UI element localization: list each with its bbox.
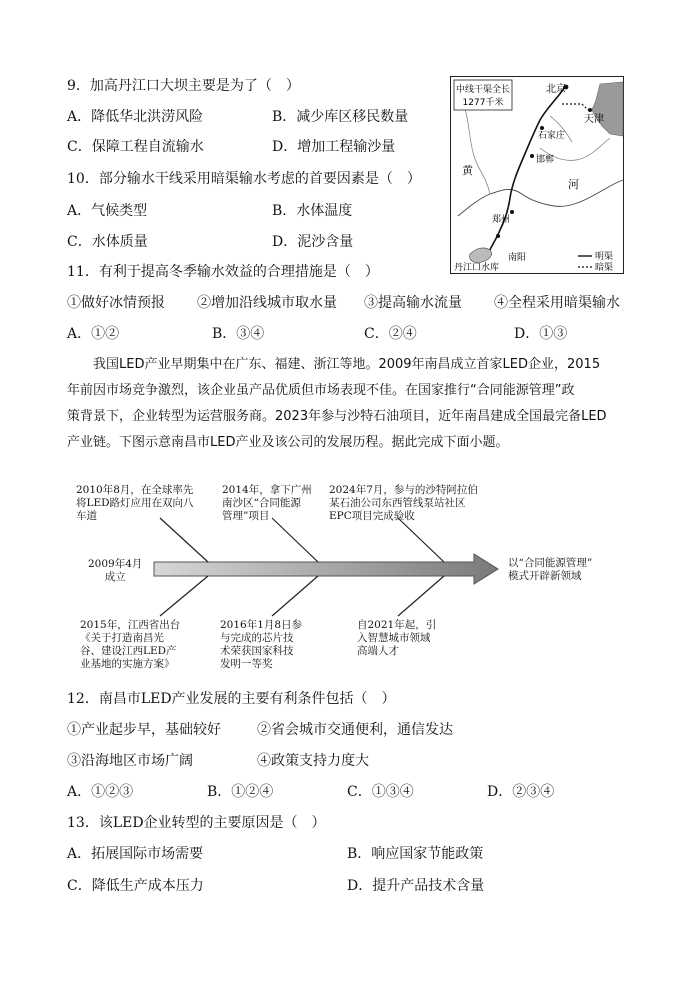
timeline-text-line: EPC项目完成验收 <box>329 510 415 522</box>
canal-route-map <box>450 76 624 274</box>
passage-line: 策背景下，企业转型为运营服务商。2023年参与沙特石油项目，近年南昌建成全国最完备LED <box>67 409 607 424</box>
timeline-text-line: 模式开辟新领域 <box>508 570 582 582</box>
timeline-event-top-1 <box>76 484 194 523</box>
timeline-text-line: 术荣获国家科技 <box>220 645 294 657</box>
timeline-text-line: 以“合同能源管理” <box>508 557 593 569</box>
timeline-branch <box>272 518 318 562</box>
q9-option-d[interactable]: D．增加工程输沙量 <box>272 139 396 155</box>
q12-item-2: ②省会城市交通便利，通信发达 <box>257 722 453 738</box>
length-label-2: 1277千米 <box>462 98 504 108</box>
q12-item-3: ③沿海地区市场广阔 <box>67 753 193 769</box>
handan-dot <box>530 154 534 158</box>
q10-option-b[interactable]: B．水体温度 <box>272 203 353 219</box>
timeline-arrow <box>154 554 498 584</box>
timeline-branch <box>398 518 444 562</box>
q12-stem: 12．南昌市LED产业发展的主要有利条件包括（ ） <box>67 691 396 707</box>
q11-item-4: ④全程采用暗渠输水 <box>494 295 620 311</box>
passage-line: 我国LED产业早期集中在广东、福建、浙江等地。2009年南昌成立首家LED企业，2015 <box>93 357 601 372</box>
q9-option-a[interactable]: A．降低华北洪涝风险 <box>67 109 204 125</box>
passage <box>67 352 627 456</box>
q13-option-d[interactable]: D．提升产品技术含量 <box>347 878 485 894</box>
q11-option-b[interactable]: B．③④ <box>212 326 265 342</box>
timeline-text-line: 高端人才 <box>357 645 399 657</box>
q9-option-c[interactable]: C．保障工程自流输水 <box>67 139 204 155</box>
q13-stem: 13．该LED企业转型的主要原因是（ ） <box>67 815 326 831</box>
q9-stem: 9．加高丹江口大坝主要是为了（ ） <box>67 78 300 94</box>
q11-item-2: ②增加沿线城市取水量 <box>197 295 337 311</box>
q10-option-a[interactable]: A．气候类型 <box>67 203 148 219</box>
q13-option-b[interactable]: B．响应国家节能政策 <box>347 846 484 862</box>
timeline-text-line: 2024年7月，参与的沙特阿拉伯 <box>329 484 478 496</box>
q11-option-c[interactable]: C．②④ <box>364 326 417 342</box>
label-tianjin: 天津 <box>584 114 604 125</box>
q11-item-3: ③提高输水流量 <box>364 295 462 311</box>
timeline-text-line: 2009年4月 <box>88 558 143 570</box>
q12-item-4: ④政策支持力度大 <box>257 753 369 769</box>
legend-open-label: 明渠 <box>595 252 614 262</box>
passage-line: 年前因市场竞争激烈，该企业虽产品优质但市场表现不佳。在国家推行“合同能源管理”政 <box>67 383 575 398</box>
q10-stem: 10．部分输水干线采用暗渠输水考虑的首要因素是（ ） <box>67 171 421 187</box>
q12-option-d[interactable]: D．②③④ <box>487 784 555 800</box>
q10-option-c[interactable]: C．水体质量 <box>67 234 148 250</box>
timeline-text-line: 成立 <box>104 571 126 583</box>
label-handan: 邯郸 <box>536 155 555 165</box>
timeline-text-line: 2016年1月8日参 <box>220 619 303 631</box>
tianjin-dot <box>588 108 592 112</box>
q11-option-a[interactable]: A．①② <box>67 326 120 342</box>
timeline-text-line: 将LED路灯应用在双向八 <box>76 497 194 509</box>
q11-item-1: ①做好冰情预报 <box>67 295 165 311</box>
timeline-text-line: 2010年8月，在全球率先 <box>76 484 194 496</box>
timeline-event-bottom-1 <box>80 619 180 671</box>
timeline-event-bottom-2 <box>220 619 302 671</box>
timeline-text-line: 与完成的芯片技 <box>220 632 294 644</box>
timeline-event-top-2 <box>222 484 312 523</box>
timeline-text-line: 入智慧城市领域 <box>357 632 431 644</box>
nanyang-dot <box>496 234 500 238</box>
shijiazhuang-dot <box>540 126 544 130</box>
timeline-end <box>508 557 592 583</box>
timeline-text-line: 某石油公司东西管线泵站社区 <box>329 497 466 509</box>
timeline-text-line: 管理”项目 <box>222 510 270 522</box>
timeline-text-line: 《关于打造南昌光 <box>80 632 164 644</box>
timeline-start <box>88 558 142 584</box>
timeline-text-line: 2015年，江西省出台 <box>80 619 181 631</box>
timeline-text-line: 南沙区“合同能源 <box>222 497 301 509</box>
q13-option-c[interactable]: C．降低生产成本压力 <box>67 878 204 894</box>
timeline-event-bottom-3 <box>357 619 436 658</box>
label-huang: 黄 <box>462 164 473 177</box>
legend-hidden-label: 暗渠 <box>595 263 614 273</box>
label-nanyang: 南阳 <box>508 253 527 263</box>
timeline-text-line: 发明一等奖 <box>220 658 273 670</box>
q13-option-a[interactable]: A．拓展国际市场需要 <box>67 846 204 862</box>
timeline-branch <box>272 576 318 616</box>
q12-option-a[interactable]: A．①②③ <box>67 784 134 800</box>
zhengzhou-dot <box>510 210 514 214</box>
timeline-event-top-3 <box>329 484 478 523</box>
timeline-branch <box>160 576 208 616</box>
timeline-text-line: 业基地的实施方案》 <box>80 658 175 670</box>
q9-option-b[interactable]: B．减少库区移民数量 <box>272 109 409 125</box>
q12-option-b[interactable]: B．①②④ <box>207 784 274 800</box>
label-beijing: 北京 <box>546 84 566 95</box>
timeline-text-line: 谷、建设江西LED产 <box>80 645 177 657</box>
q11-option-d[interactable]: D．①③ <box>514 326 568 342</box>
q12-item-1: ①产业起步早，基础较好 <box>67 722 221 738</box>
timeline-text-line: 车道 <box>76 510 97 522</box>
q12-option-c[interactable]: C．①③④ <box>347 784 414 800</box>
label-he: 河 <box>568 178 579 191</box>
timeline-text-line: 自2021年起，引 <box>357 619 437 631</box>
label-zhengzhou: 郑州 <box>492 215 511 225</box>
timeline-text-line: 2014年，拿下广州 <box>222 484 312 496</box>
label-shijiazhuang: 石家庄 <box>538 131 566 141</box>
q11-stem: 11．有利于提高冬季输水效益的合理措施是（ ） <box>67 264 379 280</box>
timeline-branch <box>160 518 208 562</box>
timeline-branch <box>398 576 444 616</box>
length-label-1: 中线干渠全长 <box>455 85 511 95</box>
passage-line: 产业链。下图示意南昌市LED产业及该公司的发展历程。据此完成下面小题。 <box>67 435 509 450</box>
q10-option-d[interactable]: D．泥沙含量 <box>272 234 354 250</box>
label-danjiangkou: 丹江口水库 <box>454 263 500 273</box>
